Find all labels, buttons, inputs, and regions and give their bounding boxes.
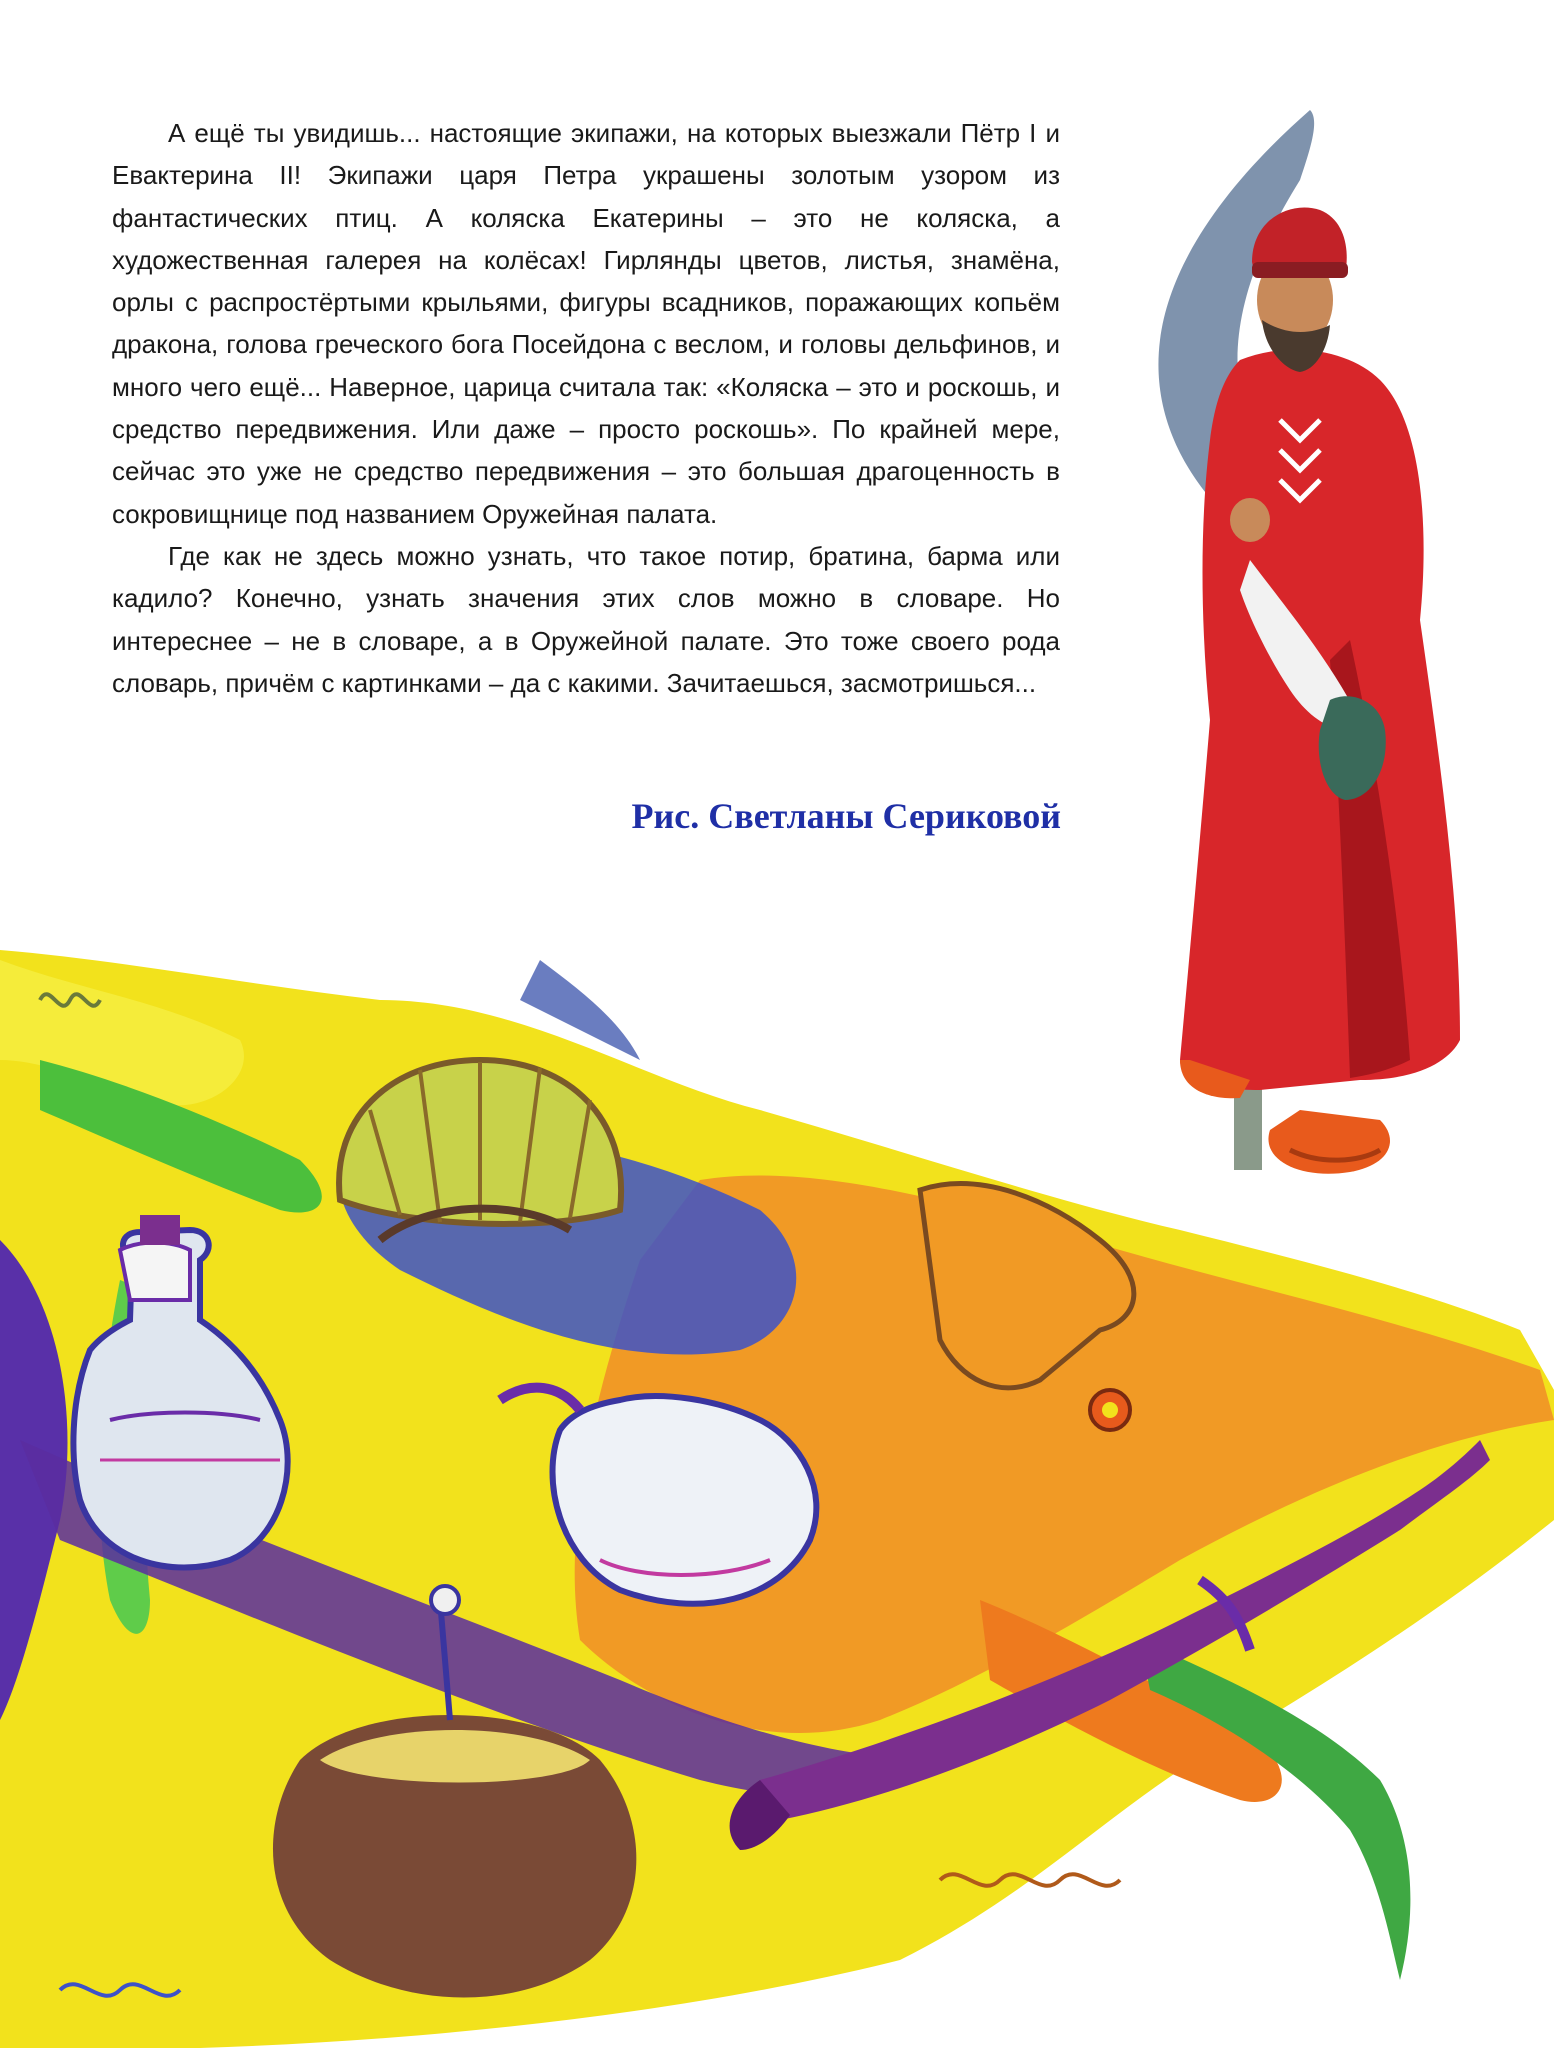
- article-text: [112, 112, 1060, 704]
- paragraph-1: А ещё ты увидишь... настоящие экипажи, на которых выезжали Пётр I и Евактерина II! Экипажи царя Петра украшены золотым узором из фантастических птиц. А коляска Екатерины – это не коляска, а художественная галерея на колёсах! Гирлянды цветов, листья, знамёна, орлы с распростёртыми крыльями, фигуры всадников, поражающих копьём дракона, голова греческого бога Посейдона с веслом, и головы дельфинов, и много чего ещё... Наверное, царица считала так: «Коляска – это и роскошь, и средство передвижения. Или даже – просто роскошь». По крайней мере, сейчас это уже не средство передвижения – это большая драгоценность в сокровищнице под названием Оружейная палата.: [112, 118, 1060, 529]
- paragraph-2: Где как не здесь можно узнать, что такое потир, братина, барма или кадило? Конечно, узнать значения этих слов можно в словаре. Но интереснее – не в словаре, а в Оружейной палате. Это тоже своего рода словарь, причём с картинками – да с какими. Зачитаешься, засмотришься...: [112, 540, 1060, 698]
- illustrator-credit: Рис. Светланы Сериковой: [631, 796, 1061, 836]
- cap-band: [1252, 262, 1348, 278]
- orange-boot-right: [1268, 1110, 1390, 1174]
- guard-hand: [1230, 498, 1270, 542]
